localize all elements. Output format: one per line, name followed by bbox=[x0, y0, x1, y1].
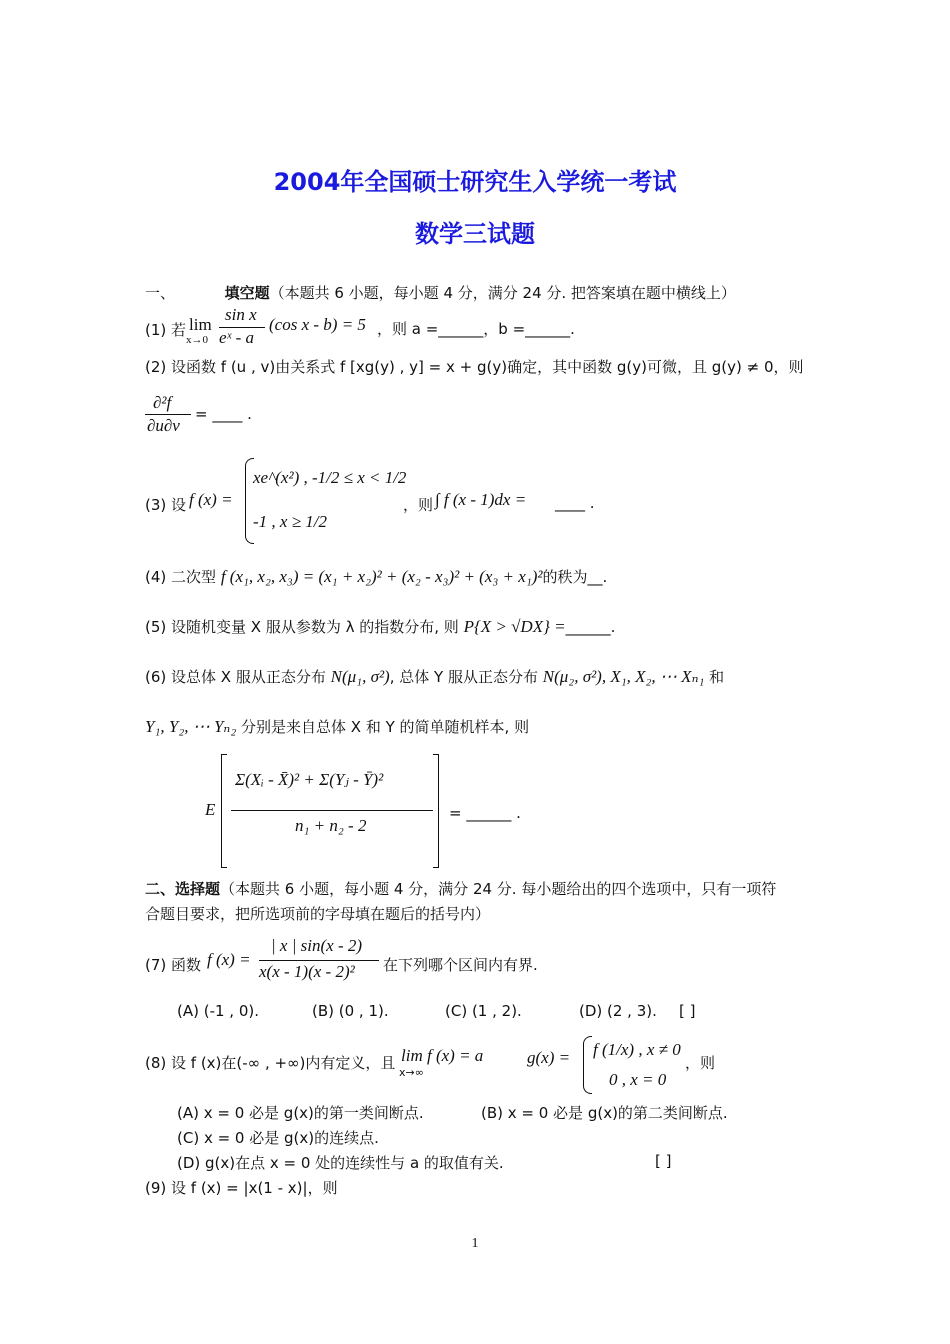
question-6-line1 bbox=[145, 666, 724, 687]
q4-text: (4) 二次型 bbox=[145, 568, 217, 586]
q2-numerator: ∂²f bbox=[153, 393, 172, 412]
q8-brace bbox=[583, 1036, 592, 1094]
q6-and: 和 bbox=[709, 668, 725, 686]
q6-line1a: (6) 设总体 X 服从正态分布 bbox=[145, 668, 326, 686]
q1-tail: ，则 a =______，b =______. bbox=[377, 320, 575, 338]
q6-frac-bar bbox=[231, 810, 433, 811]
section2-desc-cont: 合题目要求，把所选项前的字母填在题后的括号内） bbox=[145, 905, 491, 923]
q6-dist1: N(μ₁, σ²) bbox=[330, 667, 390, 686]
q6-tail: = ______ . bbox=[449, 804, 521, 822]
q8-gx: g(x) = bbox=[527, 1048, 571, 1067]
q3-integral: ∫ f (x - 1)dx = bbox=[435, 490, 527, 509]
page-title: 2004年全国硕士研究生入学统一考试 bbox=[273, 168, 677, 196]
q4-expression: f (x₁, x₂, x₃) = (x₁ + x₂)² + (x₂ - x₃)² + (x₃ + x₁)² bbox=[220, 567, 543, 586]
section2-desc: （本题共 6 小题，每小题 4 分，满分 24 分. 每小题给出的四个选项中，只有一项符 bbox=[220, 880, 777, 898]
q8-limit-sub: x→∞ bbox=[399, 1066, 424, 1079]
q3-case1: xe^(x²) , -1/2 ≤ x < 1/2 bbox=[253, 468, 407, 487]
question-5 bbox=[145, 616, 615, 637]
q7-label: (7) 函数 bbox=[145, 956, 202, 974]
q1-lim: lim bbox=[189, 315, 212, 334]
q8-then: ，则 bbox=[685, 1054, 716, 1072]
section2-name: 二、选择题 bbox=[145, 880, 221, 898]
q2-denominator: ∂u∂v bbox=[147, 416, 180, 435]
q8-case1: f (1/x) , x ≠ 0 bbox=[593, 1040, 681, 1059]
q5-expression: P{X > √DX} = bbox=[463, 617, 566, 636]
q8-limit: lim f (x) = a bbox=[401, 1046, 484, 1065]
q7-option-a: (A) (-1 , 0). bbox=[177, 1002, 260, 1020]
q7-fx: f (x) = bbox=[207, 950, 251, 969]
q6-dist2: N(μ₂, σ²) bbox=[542, 667, 602, 686]
question-2: (2) 设函数 f (u , v)由关系式 f [xg(y) , y] = x + g(y)确定，其中函数 g(y)可微，且 g(y) ≠ 0，则 bbox=[145, 358, 804, 376]
q3-then: ，则 bbox=[403, 496, 434, 514]
q6-denominator: n₁ + n₂ - 2 bbox=[295, 816, 367, 835]
question-9: (9) 设 f (x) = |x(1 - x)|，则 bbox=[145, 1179, 338, 1197]
q7-option-d: (D) (2 , 3). bbox=[579, 1002, 657, 1020]
q6-line1b: , 总体 Y 服从正态分布 bbox=[389, 668, 538, 686]
section2-header bbox=[145, 878, 776, 899]
q8-label: (8) 设 f (x)在(-∞ , +∞)内有定义，且 bbox=[145, 1054, 396, 1072]
q1-expression: (cos x - b) = 5 bbox=[269, 315, 366, 334]
q3-label: (3) 设 bbox=[145, 496, 187, 514]
question-4 bbox=[145, 566, 607, 587]
q6-E: E bbox=[205, 800, 216, 819]
q5-tail: ______. bbox=[565, 618, 616, 636]
q8-option-a: (A) x = 0 必是 g(x)的第一类间断点. bbox=[177, 1104, 424, 1122]
q3-case2: -1 , x ≥ 1/2 bbox=[253, 512, 328, 531]
q3-fx: f (x) = bbox=[189, 490, 233, 509]
q2-frac-bar bbox=[145, 414, 191, 415]
question-6-line2 bbox=[145, 716, 529, 737]
section1-header bbox=[145, 282, 736, 303]
q7-denominator: x(x - 1)(x - 2)² bbox=[259, 962, 355, 981]
q7-answer-bracket: [ ] bbox=[679, 1002, 696, 1020]
q7-numerator: | x | sin(x - 2) bbox=[271, 936, 363, 955]
q7-tail: 在下列哪个区间内有界. bbox=[383, 956, 538, 974]
q8-option-b: (B) x = 0 必是 g(x)的第二类间断点. bbox=[481, 1104, 728, 1122]
q6-line2: 分别是来自总体 X 和 Y 的简单随机样本, 则 bbox=[241, 718, 530, 736]
q2-tail: = ____ . bbox=[195, 405, 252, 423]
q8-option-d: (D) g(x)在点 x = 0 处的连续性与 a 的取值有关. bbox=[177, 1154, 504, 1172]
question-1 bbox=[145, 305, 575, 347]
q1-denominator: eˣ - a bbox=[219, 328, 255, 347]
q7-option-b: (B) (0 , 1). bbox=[312, 1002, 389, 1020]
q7-option-c: (C) (1 , 2). bbox=[445, 1002, 522, 1020]
page-subtitle: 数学三试题 bbox=[415, 220, 535, 248]
q8-answer-bracket: [ ] bbox=[655, 1152, 672, 1170]
q6-y-sample: Y₁, Y₂, ⋯ Yₙ₂ bbox=[145, 717, 237, 736]
q1-label: (1) 若 bbox=[145, 321, 187, 339]
q4-tail: 的秩为__. bbox=[542, 568, 608, 586]
section1-number: 一、 bbox=[145, 284, 176, 302]
q6-numerator: Σ(Xᵢ - X̄)² + Σ(Yⱼ - Ȳ)² bbox=[235, 770, 384, 789]
q8-case2: 0 , x = 0 bbox=[609, 1070, 667, 1089]
q1-numerator: sin x bbox=[225, 305, 257, 324]
q3-tail: ____ . bbox=[555, 494, 595, 512]
page-number: 1 bbox=[471, 1236, 479, 1251]
q6-left-bracket bbox=[221, 754, 227, 868]
q8-option-c: (C) x = 0 必是 g(x)的连续点. bbox=[177, 1129, 379, 1147]
q6-x-sample: , X₁, X₂, ⋯ Xₙ₁ bbox=[601, 667, 705, 686]
section1-desc: （本题共 6 小题，每小题 4 分，满分 24 分. 把答案填在题中横线上） bbox=[269, 284, 736, 302]
q6-right-bracket bbox=[433, 754, 439, 868]
q1-lim-sub: x→0 bbox=[186, 334, 208, 346]
q7-frac-bar bbox=[259, 960, 379, 961]
q5-text: (5) 设随机变量 X 服从参数为 λ 的指数分布, 则 bbox=[145, 618, 459, 636]
section1-name: 填空题 bbox=[224, 284, 270, 302]
